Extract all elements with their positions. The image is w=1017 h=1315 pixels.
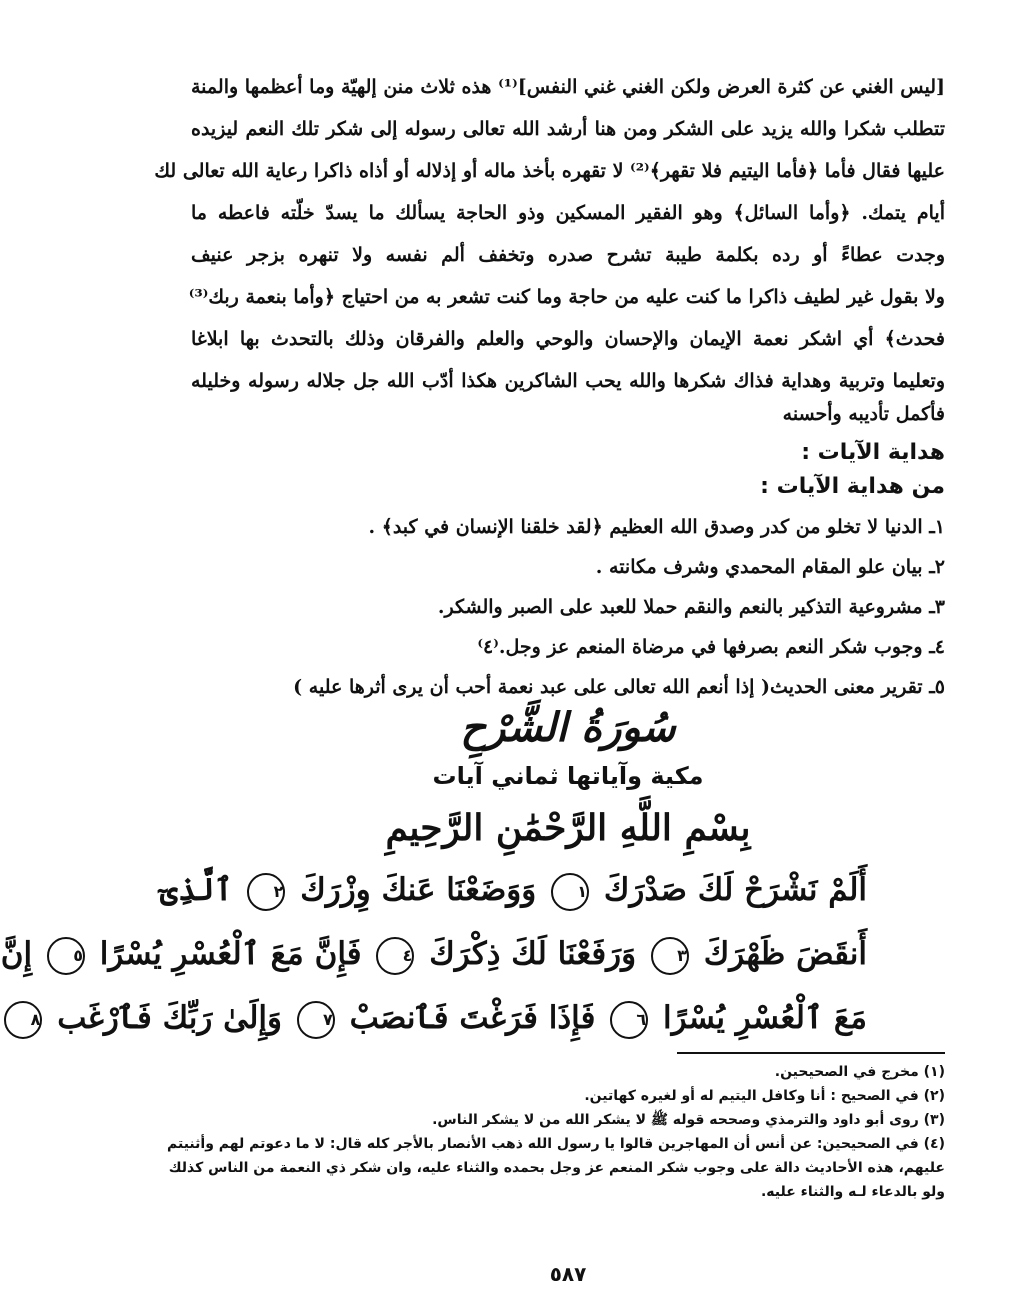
guidance-item: ٢ـ بيان علو المقام المحمدي وشرف مكانته . (595, 556, 945, 578)
verse-text: إِنَّ (0, 936, 33, 972)
footnote: (٤) في الصحيحين: عن أنس أن المهاجرين قالوا يا رسول الله ذهب الأنصار بالأجر كله قال: لا ما دعوتم لهم وأثنيتم (167, 1136, 945, 1152)
guidance-item: ٥ـ تقرير معنى الحديث( إذا أنعم الله تعالى على عبد نعمة أحب أن يرى أثرها عليه ) (293, 676, 945, 698)
footnote-divider (677, 1052, 945, 1054)
verse-line (159, 858, 867, 922)
verse-line (30, 986, 867, 1050)
verse-number-marker: ٤ (376, 937, 414, 975)
verse-number-marker: ١ (551, 873, 589, 911)
footnotes (167, 1060, 945, 1204)
commentary-paragraph (154, 66, 945, 426)
commentary-line: وتعليما وتربية وهداية فذاك شكرها والله يحب الشاكرين هكذا أدّب الله جل جلاله رسوله وخليله (191, 370, 945, 392)
verse-text: وَإِلَىٰ رَبِّكَ فَٱرْغَب (57, 1000, 283, 1036)
guidance-item: ١ـ الدنيا لا تخلو من كدر وصدق الله العظيم ﴿لقد خلقنا الإنسان في كبد﴾ . (368, 516, 945, 538)
guidance-item: ٤ـ وجوب شكر النعم بصرفها في مرضاة المنعم عز وجل.⁽٤⁾ (477, 636, 945, 658)
guidance-list (191, 507, 945, 707)
commentary-line: [ليس الغني عن كثرة العرض ولكن الغني غني النفس]⁽¹⁾ هذه ثلاث منن إلهيّة وما أعظمها والمنة (191, 76, 945, 98)
verse-number-marker: ٧ (297, 1001, 335, 1039)
section-heading: هداية الآيات : (801, 440, 945, 465)
footnote: (٢) في الصحيح : أنا وكافل اليتيم له أو لغيره كهاتين. (584, 1088, 945, 1104)
footnote-continuation: عليهم، هذه الأحاديث دالة على وجوب شكر المنعم عز وجل بحمده والثناء عليه، وان شكر ذي النعمة من الناس كذلك (168, 1160, 945, 1176)
verse-text: أَنقَضَ ظَهْرَكَ (703, 936, 867, 972)
basmala: بِسْمِ اللَّهِ الرَّحْمَٰنِ الرَّحِيمِ (385, 807, 751, 849)
section-heading: من هداية الآيات : (760, 474, 945, 499)
verse-number-marker: ٢ (247, 873, 285, 911)
footnote: (١) مخرج في الصحيحين. (774, 1064, 945, 1080)
guidance-item: ٣ـ مشروعية التذكير بالنعم والنقم حملا للعبد على الصبر والشكر. (437, 596, 945, 618)
surah-title: سُورَةُ الشَّرْحِ (460, 704, 676, 751)
commentary-line: تتطلب شكرا والله يزيد على الشكر ومن هنا أرشد الله تعالى رسوله إلى شكر تلك النعم ليزيده (191, 118, 945, 140)
verse-number-marker: ٦ (610, 1001, 648, 1039)
commentary-line: وجدت عطاءً أو رده بكلمة طيبة تشرح صدره وتخفف ألم نفسه ولا تنهره بزجر عنيف (191, 244, 945, 266)
verse-number-marker: ٥ (47, 937, 85, 975)
verse-text: فَإِنَّ مَعَ ٱلْعُسْرِ يُسْرًا (99, 936, 362, 972)
footnote: (٣) روى أبو داود والترمذي وصححه قوله ﷺ لا يشكر الله من لا يشكر الناس. (432, 1112, 945, 1128)
surah-subtitle: مكية وآياتها ثماني آيات (432, 762, 704, 790)
commentary-line: عليها فقال فأما ﴿فأما اليتيم فلا تقهر﴾⁽²⁾ لا تقهره بأخذ ماله أو إذلاله أو أذاه ذاكرا رعاية الله تعالى لك (154, 160, 945, 182)
verse-text: ٱلَّذِىٓ (159, 872, 233, 908)
commentary-line: فحدث﴾ أي اشكر نعمة الإيمان والإحسان والوحي والعلم والفرقان وذلك بالتحدث بها ابلاغا (191, 328, 945, 350)
page-number: ٥٨٧ (549, 1262, 587, 1286)
verse-text: وَوَضَعْنَا عَنكَ وِزْرَكَ (300, 872, 537, 908)
verse-text: فَإِذَا فَرَغْتَ فَٱنصَبْ (349, 1000, 596, 1036)
quran-verses (0, 858, 867, 1050)
verse-text: مَعَ ٱلْعُسْرِ يُسْرًا (662, 1000, 867, 1036)
verse-number-marker: ٣ (651, 937, 689, 975)
commentary-line: فأكمل تأديبه وأحسنه (782, 403, 945, 425)
commentary-line: أيام يتمك. ﴿وأما السائل﴾ وهو الفقير المسكين وذو الحاجة يسألك ما يسدّ خلّته فاعطه ما (191, 202, 945, 224)
verse-text: أَلَمْ نَشْرَحْ لَكَ صَدْرَكَ (603, 872, 867, 908)
verse-text: وَرَفَعْنَا لَكَ ذِكْرَكَ (429, 936, 637, 972)
verse-number-marker: ٨ (4, 1001, 42, 1039)
verse-line (0, 922, 867, 986)
footnote-continuation: ولو بالدعاء لـه والثناء عليه. (760, 1184, 945, 1200)
commentary-line: ولا بقول غير لطيف ذاكرا ما كنت عليه من حاجة وما كنت تشعر به من احتياج ﴿وأما بنعمة ربك⁽³⁾ (188, 286, 945, 308)
